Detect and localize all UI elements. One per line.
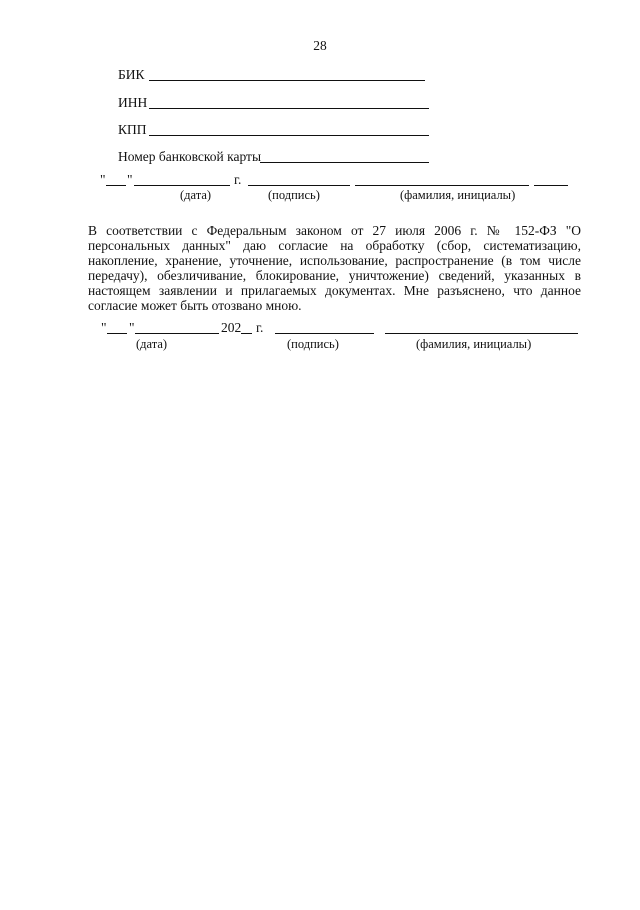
day-field-line[interactable] xyxy=(107,333,127,334)
month-field-line[interactable] xyxy=(134,185,230,186)
kpp-field-line[interactable] xyxy=(149,135,429,136)
inn-label: ИНН xyxy=(118,95,148,110)
bik-label: БИК xyxy=(118,67,145,82)
year-suffix: г. xyxy=(256,320,264,335)
card-field-line[interactable] xyxy=(260,162,429,163)
signature-label: (подпись) xyxy=(268,188,320,202)
date-label: (дата) xyxy=(180,188,212,202)
name-label: (фамилия, инициалы) xyxy=(416,337,532,351)
quote-open: " xyxy=(101,320,107,335)
year-digit-field-line[interactable] xyxy=(241,333,252,334)
bik-field-line[interactable] xyxy=(149,80,425,81)
kpp-label: КПП xyxy=(118,122,147,137)
inn-field-line[interactable] xyxy=(149,108,429,109)
name-field-line[interactable] xyxy=(355,185,529,186)
year-suffix: г. xyxy=(234,172,242,187)
signature-field-line[interactable] xyxy=(248,185,350,186)
consent-paragraph: В соответствии с Федеральным законом от 27 июля 2006 г. № 152-ФЗ "О персональных данных" даю согласие на обработку (сбор, систематизацию, накопление, хранение, уточнение, использование, распространение (в том числе передачу), обезличивание, блокирование, уничтожение) сведений, указанных в настоящем заявлении и прилагаемых документах. Мне разъяснено, что данное согласие может быть отозвано мною. xyxy=(88,223,581,313)
date-label: (дата) xyxy=(136,337,168,351)
day-field-line[interactable] xyxy=(106,185,126,186)
year-prefix: 202 xyxy=(221,320,242,335)
card-label: Номер банковской карты xyxy=(118,149,262,164)
name-field-line[interactable] xyxy=(385,333,578,334)
signature-label: (подпись) xyxy=(287,337,339,351)
signature-field-line[interactable] xyxy=(275,333,374,334)
quote-close: " xyxy=(129,320,135,335)
name-label: (фамилия, инициалы) xyxy=(400,188,516,202)
month-field-line[interactable] xyxy=(135,333,219,334)
extra-field-line[interactable] xyxy=(534,185,568,186)
quote-open: " xyxy=(100,172,106,187)
quote-close: " xyxy=(127,172,133,187)
page-number: 28 xyxy=(313,38,327,53)
